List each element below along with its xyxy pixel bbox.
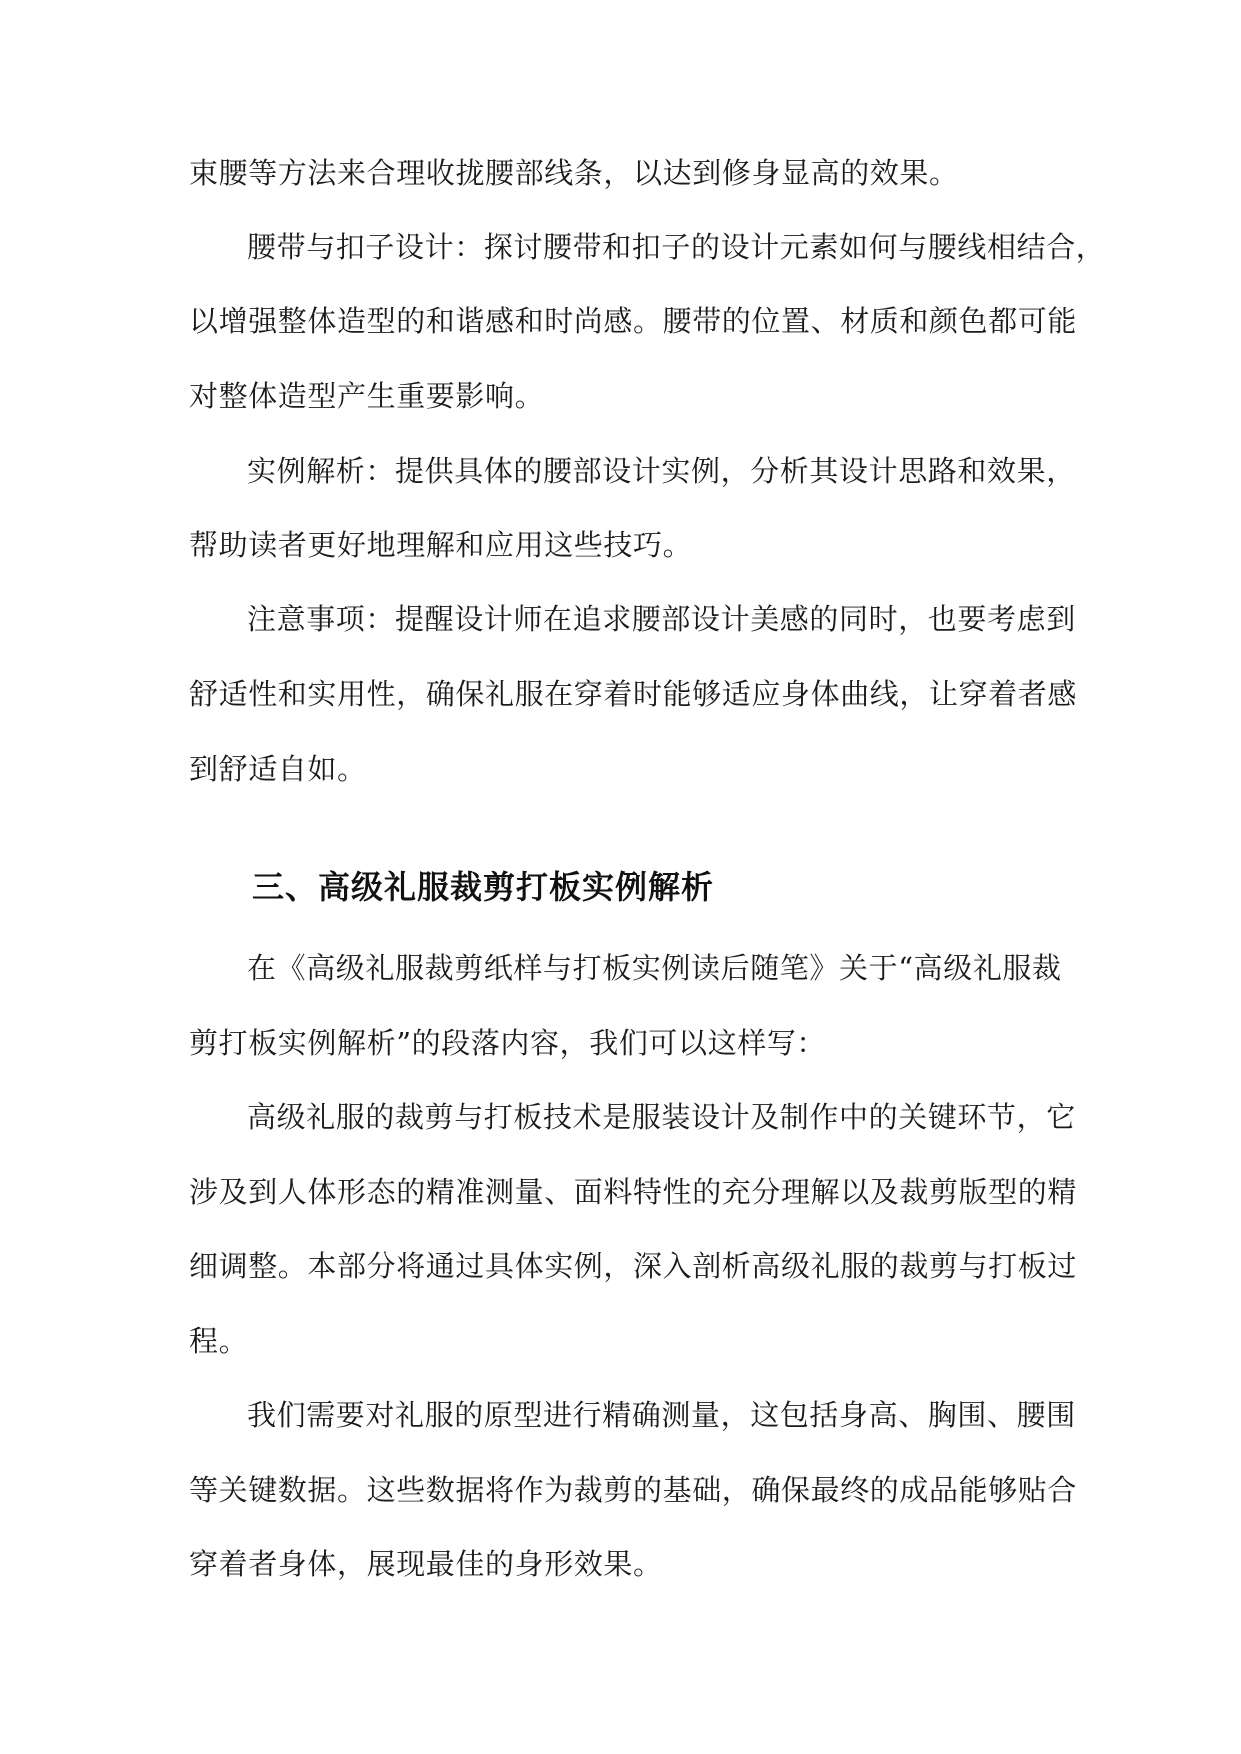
paragraph-line: 到舒适自如。 xyxy=(189,752,367,786)
paragraph-line: 注意事项：提醒设计师在追求腰部设计美感的同时，也要考虑到 xyxy=(247,602,1076,636)
paragraph-line: 等关键数据。这些数据将作为裁剪的基础，确保最终的成品能够贴合 xyxy=(189,1473,1078,1507)
paragraph-line: 剪打板实例解析”的段落内容，我们可以这样写： xyxy=(189,1026,827,1060)
paragraph-line: 高级礼服的裁剪与打板技术是服装设计及制作中的关键环节，它 xyxy=(247,1100,1076,1134)
section-heading: 三、高级礼服裁剪打板实例解析 xyxy=(252,868,715,906)
paragraph-line: 对整体造型产生重要影响。 xyxy=(189,379,545,413)
paragraph-line: 程。 xyxy=(189,1324,249,1358)
paragraph-line: 以增强整体造型的和谐感和时尚感。腰带的位置、材质和颜色都可能 xyxy=(189,304,1078,338)
paragraph-line: 束腰等方法来合理收拢腰部线条，以达到修身显高的效果。 xyxy=(189,156,959,190)
paragraph-line: 在《高级礼服裁剪纸样与打板实例读后随笔》关于“高级礼服裁 xyxy=(247,951,1062,985)
paragraph-line: 穿着者身体，展现最佳的身形效果。 xyxy=(189,1547,663,1581)
paragraph-line: 帮助读者更好地理解和应用这些技巧。 xyxy=(189,528,693,562)
paragraph-line: 细调整。本部分将通过具体实例，深入剖析高级礼服的裁剪与打板过 xyxy=(189,1249,1078,1283)
paragraph-line: 舒适性和实用性，确保礼服在穿着时能够适应身体曲线，让穿着者感 xyxy=(189,677,1078,711)
paragraph-line: 实例解析：提供具体的腰部设计实例，分析其设计思路和效果， xyxy=(247,454,1076,488)
paragraph-line: 涉及到人体形态的精准测量、面料特性的充分理解以及裁剪版型的精 xyxy=(189,1175,1078,1209)
paragraph-line: 我们需要对礼服的原型进行精确测量，这包括身高、胸围、腰围 xyxy=(247,1398,1076,1432)
paragraph-line: 腰带与扣子设计：探讨腰带和扣子的设计元素如何与腰线相结合， xyxy=(247,230,1106,264)
